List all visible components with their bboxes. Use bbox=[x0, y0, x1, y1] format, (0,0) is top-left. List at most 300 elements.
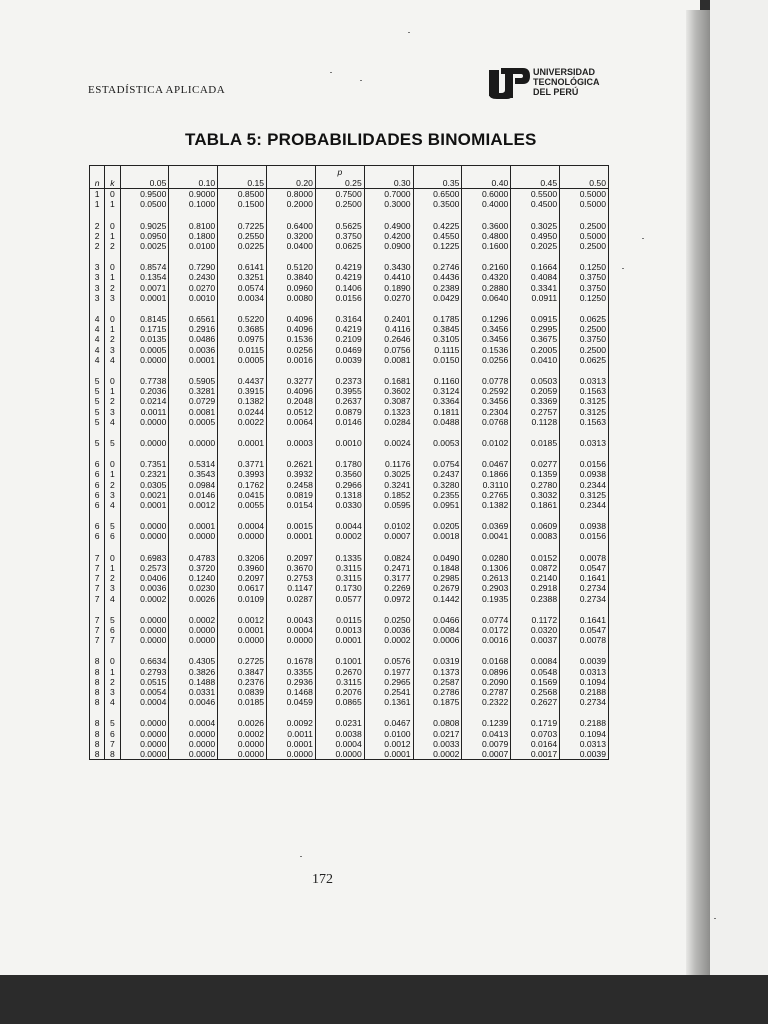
cell-probability: 0.1852 bbox=[364, 490, 413, 500]
cell-n: 5 bbox=[90, 376, 105, 386]
table-row bbox=[90, 231, 609, 241]
col-k-header: k bbox=[105, 177, 120, 189]
cell-n: 8 bbox=[90, 667, 105, 677]
cell-probability bbox=[364, 303, 413, 314]
cell-probability: 0.0002 bbox=[218, 729, 267, 739]
cell-probability: 0.3675 bbox=[511, 334, 560, 344]
cell-probability: 0.0079 bbox=[462, 739, 511, 749]
cell-probability: 0.2321 bbox=[120, 469, 169, 479]
cell-n: 5 bbox=[90, 407, 105, 417]
cell-probability bbox=[560, 448, 609, 459]
cell-probability: 0.0071 bbox=[120, 283, 169, 293]
cell-probability: 0.0230 bbox=[169, 583, 218, 593]
table-row bbox=[90, 199, 609, 209]
cell-probability: 0.2388 bbox=[511, 594, 560, 604]
cell-probability: 0.2500 bbox=[315, 199, 364, 209]
table-row bbox=[90, 345, 609, 355]
table-row bbox=[90, 480, 609, 490]
cell-probability: 0.3277 bbox=[267, 376, 316, 386]
cell-n: 8 bbox=[90, 749, 105, 760]
cell-n bbox=[90, 448, 105, 459]
cell-n: 8 bbox=[90, 677, 105, 687]
table-row bbox=[90, 283, 609, 293]
cell-probability: 0.0084 bbox=[511, 656, 560, 666]
cell-probability: 0.3355 bbox=[267, 667, 316, 677]
cell-n: 5 bbox=[90, 386, 105, 396]
cell-probability: 0.0824 bbox=[364, 553, 413, 563]
cell-probability: 0.0135 bbox=[120, 334, 169, 344]
cell-probability bbox=[315, 427, 364, 438]
scan-speck bbox=[360, 80, 362, 81]
cell-probability: 0.1094 bbox=[560, 729, 609, 739]
cell-probability: 0.0467 bbox=[462, 459, 511, 469]
cell-probability: 0.0000 bbox=[120, 625, 169, 635]
table-row bbox=[90, 334, 609, 344]
cell-probability: 0.0006 bbox=[413, 635, 462, 645]
cell-k: 2 bbox=[105, 573, 120, 583]
group-spacer-row bbox=[90, 707, 609, 718]
cell-probability: 0.0004 bbox=[169, 718, 218, 728]
cell-probability: 0.4096 bbox=[267, 314, 316, 324]
cell-probability bbox=[511, 427, 560, 438]
cell-probability: 0.1569 bbox=[511, 677, 560, 687]
cell-probability: 0.0185 bbox=[511, 438, 560, 448]
cell-probability bbox=[169, 303, 218, 314]
cell-probability bbox=[560, 303, 609, 314]
cell-probability: 0.0109 bbox=[218, 594, 267, 604]
table-row bbox=[90, 407, 609, 417]
cell-k: 1 bbox=[105, 324, 120, 334]
cell-probability: 0.1250 bbox=[560, 262, 609, 272]
cell-probability: 0.0000 bbox=[218, 749, 267, 760]
cell-n: 7 bbox=[90, 625, 105, 635]
cell-probability: 0.0839 bbox=[218, 687, 267, 697]
cell-probability: 0.0640 bbox=[462, 293, 511, 303]
group-spacer-row bbox=[90, 542, 609, 553]
cell-probability: 0.0872 bbox=[511, 563, 560, 573]
cell-probability: 0.2304 bbox=[462, 407, 511, 417]
cell-probability: 0.3670 bbox=[267, 563, 316, 573]
cell-k: 2 bbox=[105, 334, 120, 344]
group-spacer-row bbox=[90, 510, 609, 521]
cell-probability: 0.1536 bbox=[267, 334, 316, 344]
cell-probability: 0.3251 bbox=[218, 272, 267, 282]
cell-probability: 0.2966 bbox=[315, 480, 364, 490]
table-row bbox=[90, 521, 609, 531]
cell-probability: 0.1811 bbox=[413, 407, 462, 417]
cell-probability: 0.5000 bbox=[560, 231, 609, 241]
scan-speck bbox=[714, 918, 716, 919]
cell-probability: 0.0865 bbox=[315, 697, 364, 707]
cell-probability: 0.3685 bbox=[218, 324, 267, 334]
cell-probability: 0.4096 bbox=[267, 386, 316, 396]
cell-probability: 0.2880 bbox=[462, 283, 511, 293]
cell-probability: 0.0000 bbox=[120, 615, 169, 625]
cell-k: 2 bbox=[105, 283, 120, 293]
cell-probability: 0.3025 bbox=[511, 221, 560, 231]
cell-probability: 0.0466 bbox=[413, 615, 462, 625]
cell-probability: 0.0005 bbox=[169, 417, 218, 427]
cell-k: 4 bbox=[105, 500, 120, 510]
cell-k: 4 bbox=[105, 594, 120, 604]
cell-probability: 0.2373 bbox=[315, 376, 364, 386]
cell-probability: 0.2059 bbox=[511, 386, 560, 396]
cell-probability: 0.1318 bbox=[315, 490, 364, 500]
cell-probability: 0.0000 bbox=[120, 635, 169, 645]
cell-probability bbox=[511, 448, 560, 459]
cell-probability: 0.0000 bbox=[218, 635, 267, 645]
cell-probability: 0.1442 bbox=[413, 594, 462, 604]
cell-probability: 0.0156 bbox=[560, 459, 609, 469]
cell-probability: 0.2787 bbox=[462, 687, 511, 697]
cell-n: 4 bbox=[90, 324, 105, 334]
cell-probability: 0.0003 bbox=[267, 438, 316, 448]
cell-probability: 0.0015 bbox=[267, 521, 316, 531]
cell-probability: 0.0150 bbox=[413, 355, 462, 365]
cell-probability: 0.2076 bbox=[315, 687, 364, 697]
cell-probability: 0.0154 bbox=[267, 500, 316, 510]
cell-probability: 0.2568 bbox=[511, 687, 560, 697]
cell-n: 1 bbox=[90, 199, 105, 209]
cell-probability: 0.3124 bbox=[413, 386, 462, 396]
cell-probability bbox=[169, 604, 218, 615]
cell-probability: 0.0577 bbox=[315, 594, 364, 604]
cell-probability: 0.2746 bbox=[413, 262, 462, 272]
cell-n: 2 bbox=[90, 241, 105, 251]
cell-probability bbox=[169, 645, 218, 656]
cell-probability: 0.0205 bbox=[413, 521, 462, 531]
cell-probability bbox=[560, 427, 609, 438]
cell-probability: 0.1664 bbox=[511, 262, 560, 272]
cell-n: 4 bbox=[90, 334, 105, 344]
cell-probability: 0.2500 bbox=[560, 345, 609, 355]
cell-probability: 0.1000 bbox=[169, 199, 218, 209]
cell-probability bbox=[120, 448, 169, 459]
cell-n: 6 bbox=[90, 490, 105, 500]
p-value-header: 0.45 bbox=[511, 177, 560, 189]
cell-k bbox=[105, 365, 120, 376]
cell-probability: 0.3206 bbox=[218, 553, 267, 563]
cell-k: 1 bbox=[105, 469, 120, 479]
cell-probability: 0.6634 bbox=[120, 656, 169, 666]
cell-k: 0 bbox=[105, 221, 120, 231]
cell-probability: 0.0754 bbox=[413, 459, 462, 469]
cell-probability bbox=[364, 707, 413, 718]
cell-n: 6 bbox=[90, 500, 105, 510]
cell-probability bbox=[267, 645, 316, 656]
cell-k bbox=[105, 604, 120, 615]
cell-k: 2 bbox=[105, 396, 120, 406]
cell-k bbox=[105, 448, 120, 459]
cell-n: 4 bbox=[90, 314, 105, 324]
group-spacer-row bbox=[90, 604, 609, 615]
cell-probability: 0.0022 bbox=[218, 417, 267, 427]
cell-probability bbox=[267, 542, 316, 553]
cell-k: 3 bbox=[105, 407, 120, 417]
cell-probability: 0.1719 bbox=[511, 718, 560, 728]
cell-probability bbox=[413, 427, 462, 438]
p-value-header: 0.05 bbox=[120, 177, 169, 189]
cell-probability: 0.0102 bbox=[364, 521, 413, 531]
cell-k bbox=[105, 510, 120, 521]
cell-probability: 0.1641 bbox=[560, 615, 609, 625]
cell-probability: 0.0896 bbox=[462, 667, 511, 677]
cell-probability: 0.1715 bbox=[120, 324, 169, 334]
cell-probability: 0.3087 bbox=[364, 396, 413, 406]
cell-probability bbox=[218, 448, 267, 459]
cell-probability: 0.1406 bbox=[315, 283, 364, 293]
cell-k: 4 bbox=[105, 355, 120, 365]
cell-probability: 0.0000 bbox=[218, 531, 267, 541]
cell-probability: 0.2936 bbox=[267, 677, 316, 687]
cell-probability: 0.0036 bbox=[169, 345, 218, 355]
cell-probability: 0.2670 bbox=[315, 667, 364, 677]
table-row bbox=[90, 324, 609, 334]
cell-probability: 0.0001 bbox=[169, 355, 218, 365]
cell-probability: 0.0043 bbox=[267, 615, 316, 625]
cell-probability: 0.1115 bbox=[413, 345, 462, 355]
cell-probability: 0.0055 bbox=[218, 500, 267, 510]
cell-probability: 0.0400 bbox=[267, 241, 316, 251]
cell-probability: 0.2160 bbox=[462, 262, 511, 272]
cell-n bbox=[90, 707, 105, 718]
cell-probability: 0.1875 bbox=[413, 697, 462, 707]
cell-probability: 0.0000 bbox=[169, 625, 218, 635]
cell-probability: 0.2500 bbox=[560, 241, 609, 251]
cell-k: 7 bbox=[105, 739, 120, 749]
cell-probability: 0.4500 bbox=[511, 199, 560, 209]
cell-probability: 0.1861 bbox=[511, 500, 560, 510]
cell-probability: 0.2025 bbox=[511, 241, 560, 251]
cell-probability: 0.0033 bbox=[413, 739, 462, 749]
cell-probability: 0.0115 bbox=[218, 345, 267, 355]
cell-probability: 0.0152 bbox=[511, 553, 560, 563]
cell-probability: 0.0000 bbox=[169, 635, 218, 645]
cell-probability: 0.0026 bbox=[169, 594, 218, 604]
cell-probability: 0.3750 bbox=[560, 283, 609, 293]
cell-probability: 0.4200 bbox=[364, 231, 413, 241]
cell-probability bbox=[413, 365, 462, 376]
cell-probability: 0.3720 bbox=[169, 563, 218, 573]
cell-probability: 0.0001 bbox=[267, 739, 316, 749]
cell-probability bbox=[267, 604, 316, 615]
cell-probability bbox=[120, 251, 169, 262]
cell-probability: 0.1866 bbox=[462, 469, 511, 479]
cell-probability bbox=[511, 645, 560, 656]
cell-probability bbox=[462, 645, 511, 656]
table-row bbox=[90, 563, 609, 573]
cell-probability: 0.0256 bbox=[462, 355, 511, 365]
cell-probability: 0.3177 bbox=[364, 573, 413, 583]
scan-speck bbox=[300, 856, 302, 857]
cell-n: 6 bbox=[90, 531, 105, 541]
cell-probability: 0.0026 bbox=[218, 718, 267, 728]
cell-probability: 0.0808 bbox=[413, 718, 462, 728]
cell-probability bbox=[511, 510, 560, 521]
cell-probability: 0.1335 bbox=[315, 553, 364, 563]
cell-probability: 0.0016 bbox=[267, 355, 316, 365]
cell-probability: 0.5905 bbox=[169, 376, 218, 386]
cell-probability: 0.7225 bbox=[218, 221, 267, 231]
cell-probability: 0.0256 bbox=[267, 345, 316, 355]
cell-probability: 0.0000 bbox=[169, 438, 218, 448]
cell-probability: 0.1730 bbox=[315, 583, 364, 593]
group-spacer-row bbox=[90, 210, 609, 221]
cell-probability bbox=[462, 448, 511, 459]
cell-probability: 0.1296 bbox=[462, 314, 511, 324]
cell-probability bbox=[560, 510, 609, 521]
cell-probability: 0.0001 bbox=[120, 293, 169, 303]
cell-probability bbox=[218, 645, 267, 656]
cell-probability: 0.3500 bbox=[413, 199, 462, 209]
table-row bbox=[90, 438, 609, 448]
cell-probability bbox=[120, 707, 169, 718]
cell-probability bbox=[364, 645, 413, 656]
table-row bbox=[90, 667, 609, 677]
cell-probability: 0.2573 bbox=[120, 563, 169, 573]
cell-k: 3 bbox=[105, 490, 120, 500]
cell-probability: 0.2458 bbox=[267, 480, 316, 490]
cell-probability bbox=[560, 251, 609, 262]
cell-probability: 0.0625 bbox=[560, 314, 609, 324]
cell-n: 8 bbox=[90, 729, 105, 739]
cell-probability: 0.3281 bbox=[169, 386, 218, 396]
cell-probability: 0.4950 bbox=[511, 231, 560, 241]
cell-probability bbox=[511, 365, 560, 376]
cell-probability: 0.0000 bbox=[120, 438, 169, 448]
cell-n: 8 bbox=[90, 687, 105, 697]
table-row bbox=[90, 272, 609, 282]
cell-probability: 0.0084 bbox=[413, 625, 462, 635]
cell-probability: 0.2780 bbox=[511, 480, 560, 490]
cell-probability: 0.3164 bbox=[315, 314, 364, 324]
cell-probability: 0.1361 bbox=[364, 697, 413, 707]
cell-probability: 0.0313 bbox=[560, 376, 609, 386]
cell-probability: 0.1160 bbox=[413, 376, 462, 386]
cell-probability: 0.7351 bbox=[120, 459, 169, 469]
cell-probability: 0.0007 bbox=[462, 749, 511, 760]
cell-probability: 0.2965 bbox=[364, 677, 413, 687]
cell-probability: 0.0369 bbox=[462, 521, 511, 531]
cell-probability: 0.6000 bbox=[462, 189, 511, 200]
cell-probability: 0.2995 bbox=[511, 324, 560, 334]
cell-probability: 0.2097 bbox=[218, 573, 267, 583]
cell-probability: 0.7290 bbox=[169, 262, 218, 272]
cell-probability: 0.1147 bbox=[267, 583, 316, 593]
cell-probability bbox=[218, 427, 267, 438]
cell-k: 3 bbox=[105, 583, 120, 593]
cell-probability: 0.0010 bbox=[169, 293, 218, 303]
cell-probability: 0.0413 bbox=[462, 729, 511, 739]
cell-probability: 0.2918 bbox=[511, 583, 560, 593]
scan-speck bbox=[408, 32, 410, 33]
cell-probability: 0.3115 bbox=[315, 563, 364, 573]
cell-k: 1 bbox=[105, 386, 120, 396]
table-row bbox=[90, 241, 609, 251]
cell-probability: 0.0018 bbox=[413, 531, 462, 541]
table-row bbox=[90, 553, 609, 563]
cell-probability bbox=[462, 210, 511, 221]
cell-n: 3 bbox=[90, 293, 105, 303]
table-row bbox=[90, 376, 609, 386]
table-row bbox=[90, 656, 609, 666]
cell-probability: 0.0081 bbox=[364, 355, 413, 365]
cell-probability: 0.3369 bbox=[511, 396, 560, 406]
cell-probability: 0.0938 bbox=[560, 469, 609, 479]
cell-probability: 0.1354 bbox=[120, 272, 169, 282]
cell-probability: 0.0595 bbox=[364, 500, 413, 510]
cell-k: 6 bbox=[105, 729, 120, 739]
group-spacer-row bbox=[90, 645, 609, 656]
cell-probability: 0.0039 bbox=[560, 656, 609, 666]
cell-probability: 0.2592 bbox=[462, 386, 511, 396]
cell-probability: 0.2734 bbox=[560, 583, 609, 593]
cell-probability: 0.8500 bbox=[218, 189, 267, 200]
cell-probability: 0.3025 bbox=[364, 469, 413, 479]
cell-n: 7 bbox=[90, 635, 105, 645]
cell-n bbox=[90, 645, 105, 656]
cell-probability: 0.0512 bbox=[267, 407, 316, 417]
cell-probability: 0.0083 bbox=[511, 531, 560, 541]
cell-probability: 0.1977 bbox=[364, 667, 413, 677]
cell-probability: 0.2500 bbox=[560, 324, 609, 334]
cell-k bbox=[105, 303, 120, 314]
cell-probability bbox=[120, 542, 169, 553]
cell-probability: 0.2188 bbox=[560, 718, 609, 728]
cell-probability: 0.5000 bbox=[560, 189, 609, 200]
cell-probability: 0.0270 bbox=[169, 283, 218, 293]
cell-probability: 0.0146 bbox=[169, 490, 218, 500]
cell-n bbox=[90, 510, 105, 521]
cell-probability: 0.3750 bbox=[315, 231, 364, 241]
cell-probability bbox=[267, 365, 316, 376]
cell-probability bbox=[315, 542, 364, 553]
cell-probability: 0.1500 bbox=[218, 199, 267, 209]
cell-probability bbox=[560, 645, 609, 656]
cell-probability: 0.2269 bbox=[364, 583, 413, 593]
group-spacer-row bbox=[90, 303, 609, 314]
cell-n: 3 bbox=[90, 262, 105, 272]
cell-probability bbox=[413, 604, 462, 615]
cell-probability bbox=[267, 427, 316, 438]
cell-probability: 0.0244 bbox=[218, 407, 267, 417]
cell-probability: 0.3993 bbox=[218, 469, 267, 479]
cell-probability: 0.9000 bbox=[169, 189, 218, 200]
cell-probability: 0.0039 bbox=[315, 355, 364, 365]
table-row bbox=[90, 417, 609, 427]
cell-probability: 0.2389 bbox=[413, 283, 462, 293]
cell-probability: 0.2097 bbox=[267, 553, 316, 563]
cell-probability: 0.0625 bbox=[315, 241, 364, 251]
cell-probability: 0.3364 bbox=[413, 396, 462, 406]
cell-probability: 0.0319 bbox=[413, 656, 462, 666]
cell-probability: 0.1678 bbox=[267, 656, 316, 666]
cell-probability: 0.1488 bbox=[169, 677, 218, 687]
cell-probability: 0.3932 bbox=[267, 469, 316, 479]
cell-probability: 0.7500 bbox=[315, 189, 364, 200]
cell-probability: 0.0486 bbox=[169, 334, 218, 344]
cell-probability bbox=[169, 427, 218, 438]
cell-probability: 0.0000 bbox=[169, 729, 218, 739]
cell-probability: 0.0774 bbox=[462, 615, 511, 625]
cell-probability: 0.8000 bbox=[267, 189, 316, 200]
cell-probability bbox=[364, 210, 413, 221]
cell-probability: 0.0000 bbox=[315, 749, 364, 760]
cell-probability: 0.2401 bbox=[364, 314, 413, 324]
cell-n: 8 bbox=[90, 697, 105, 707]
cell-probability: 0.0000 bbox=[169, 739, 218, 749]
cell-probability: 0.3602 bbox=[364, 386, 413, 396]
